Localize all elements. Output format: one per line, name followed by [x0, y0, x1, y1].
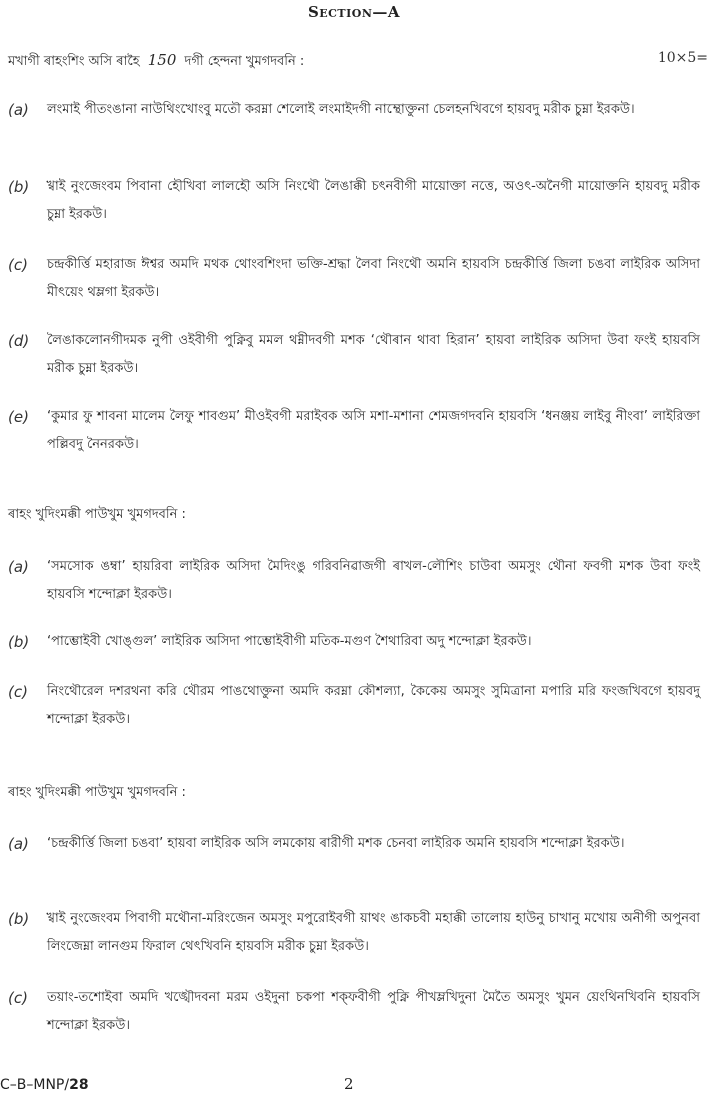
question-label: (b)	[8, 633, 30, 651]
question-text: লৈঙাকলোনগীদমক নুপী ওইবীগী পুক্নিবু মমল থম্নীদবগী মশক ‘থৌৰান থাবা হিরান’ হায়বা লাইরিক অসিদা উবা ফংই হায়বসি মরীক চুম্না ইরকউ।	[47, 333, 700, 376]
question-text: তয়াং-তশোইবা অমদি খঙ্খৌদবনা মরম ওইদুনা চকপা শক্ফবীগী পুক্নি পীখম্লখিদুনা মৈতৈ অমসুং খুমন য়েংথিনখিবনি হায়বসি শন্দোক্লা ইরকউ।	[47, 990, 700, 1033]
question-1d	[8, 327, 700, 383]
question-label: (c)	[8, 256, 28, 274]
question-1a	[8, 96, 700, 124]
question-label: (c)	[8, 989, 28, 1007]
question-1c	[8, 251, 700, 307]
question-label: (a)	[8, 101, 29, 119]
question-text: চন্দ্রকীর্ত্তি মহারাজ ঈশ্বর অমদি মথক থোংবশিংদা ভক্তি-শ্রদ্ধা লৈবা নিংথৌ অমনি হায়বসি চন্দ্রকীর্ত্তি জিলা চঙবা লাইরিক অসিদা মীৎয়েং থম্লগা ইরকউ।	[47, 257, 700, 300]
question-text: খ্বাই নুংজেংবম পিবাগী মথৌনা-মরিংজেন অমসুং মপুরোইবগী য়াথং ঙাকচবী মহাক্কী তালোয় হাউনু চাখানু মখোয় অনীগী অপুনবা লিংজেম্না লানগুম ফিরাল থেৎখিবনি হায়বসি মরীক চুম্না ইরকউ।	[47, 911, 700, 954]
paper-code-prefix: C–B–MNP/	[0, 1077, 70, 1093]
question-text: নিংথৌরেল দশরথনা করি থৌরম পাঙথোক্তুনা অমদি করম্না কৌশল্যা, কৈকেয় অমসুং সুমিত্রানা মপারি মরি ফংজখিবগে হায়বদু শন্দোক্লা ইরকউ।	[47, 684, 700, 727]
question-1b	[8, 173, 700, 229]
question-text: খ্বাই নুংজেংবম পিবানা হৌখিবা লালহৌ অসি নিংথৌ লৈঙাক্কী চৎনবীগী মায়োক্তা নত্তে, অওৎ-অনৈগী মায়োক্তনি হায়বদু মরীক চুম্না ইরকউ।	[47, 179, 700, 222]
question-2c	[8, 678, 700, 734]
paper-code	[0, 1077, 89, 1093]
question-2a	[8, 553, 700, 609]
group2-heading: ৰাহং খুদিংমক্কী পাউখুম খুমগদবনি :	[8, 507, 186, 522]
question-text: ‘চন্দ্রকীর্ত্তি জিলা চঙবা’ হায়বা লাইরিক অসি লমকোয় ৰারীগী মশক চেনবা লাইরিক অমনি হায়বসি শন্দোক্লা ইরকউ।	[47, 836, 625, 851]
question-label: (b)	[8, 910, 30, 928]
question-text: ‘সমসোক ঙম্বা’ হায়রিবা লাইরিক অসিদা মৈদিংঙু গরিবনিৱাজগী ৰাখল-লৌশিং চাউবা অমসুং থৌনা ফবগী মশক উবা ফংই হায়বসি শন্দোক্লা ইরকউ।	[47, 559, 700, 602]
question-label: (e)	[8, 408, 29, 426]
question-3a	[8, 830, 700, 858]
question-label: (a)	[8, 558, 29, 576]
marks-label: 10×5=	[657, 50, 708, 66]
paper-code-number: 28	[69, 1077, 89, 1093]
question-3b	[8, 905, 700, 961]
page-number: 2	[344, 1075, 354, 1093]
question-2b	[8, 628, 700, 656]
question-text: ‘কুমার ফু শাবনা মালেম লৈফু শাবগুম’ মীওইবগী মরাইবক অসি মশা-মশানা শেমজগদবনি হায়বসি ‘ধনঞ্জয় লাইবু নীংবা’ লাইরিক্তা পল্লিবদু নৈনরকউ।	[47, 409, 700, 452]
group1-heading-post: দগী হেন্দনা খুমগদবনি :	[180, 54, 305, 69]
group1-heading	[8, 51, 304, 71]
group3-heading: ৰাহং খুদিংমক্কী পাউখুম খুমগদবনি :	[8, 785, 186, 800]
question-text: লংমাই পীতংঙানা নাউথিংখোংবু মতৌ করম্না শেলোই লংমাইদগী নাম্থোক্তুনা চেলহনখিবগে হায়বদু মরীক চুম্না ইরকউ।	[47, 102, 635, 117]
question-label: (d)	[8, 332, 30, 350]
question-3c	[8, 984, 700, 1040]
group1-heading-number: 150	[147, 51, 177, 69]
group1-heading-pre: মখাগী ৰাহংশিং অসি ৰাহৈ	[8, 54, 144, 69]
question-text: ‘পাম্ভোইবী খোঙ্গুল’ লাইরিক অসিদা পাম্ভোইবীগী মতিক-মগুণ শৈথারিবা অদু শন্দোক্লা ইরকউ।	[47, 634, 532, 649]
section-title: Section—A	[307, 3, 401, 21]
question-label: (a)	[8, 835, 29, 853]
question-label: (b)	[8, 178, 30, 196]
question-1e	[8, 403, 700, 459]
question-label: (c)	[8, 683, 28, 701]
